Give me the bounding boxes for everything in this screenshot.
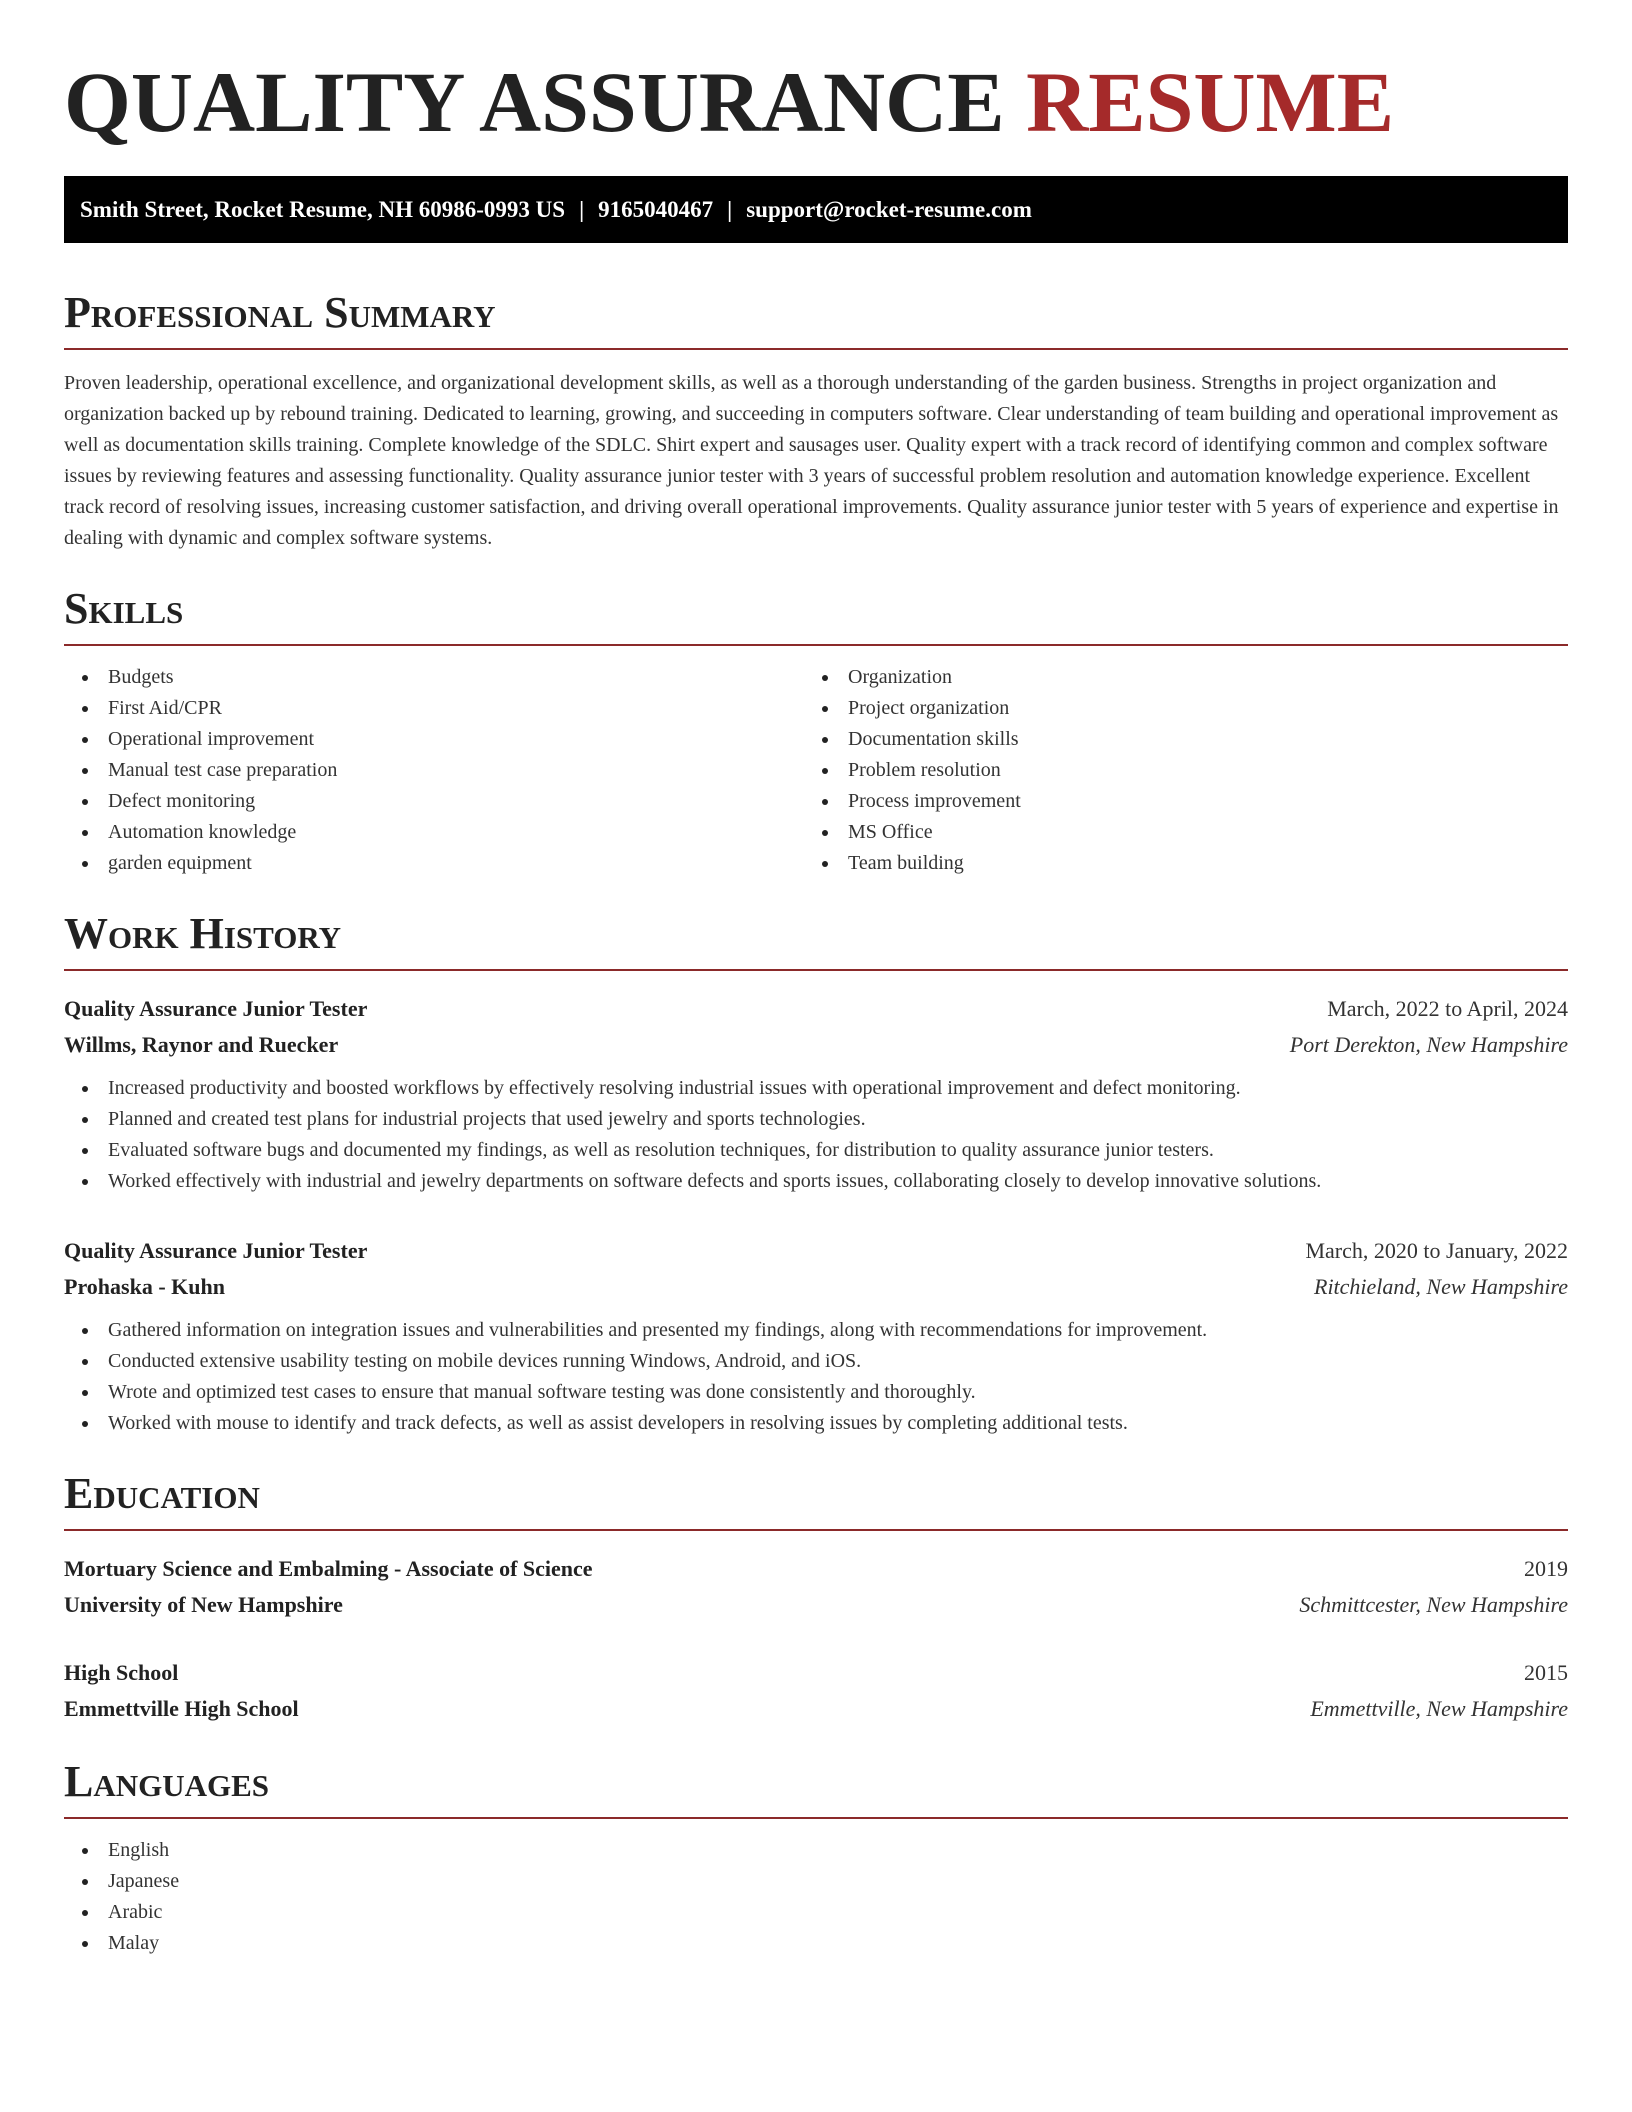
education-degree-row: [64, 1551, 1568, 1587]
job-bullet: Evaluated software bugs and documented my findings, as well as resolution techniques, for distribution to quality assurance junior testers.: [64, 1135, 1568, 1166]
job-company: Willms, Raynor and Ruecker: [64, 1032, 339, 1057]
skill-item: Organization: [804, 662, 1544, 693]
skill-item: Documentation skills: [804, 724, 1544, 755]
skills-grid: [64, 662, 1568, 879]
contact-address: Smith Street, Rocket Resume, NH 60986-0993 US: [80, 197, 566, 222]
job-header-row: [64, 991, 1568, 1027]
education-location: Emmettville, New Hampshire: [1310, 1696, 1568, 1721]
education-school-row: [64, 1691, 1568, 1727]
contact-email: support@rocket-resume.com: [746, 197, 1032, 222]
summary-section: [64, 288, 1568, 554]
contact-separator: |: [579, 197, 585, 222]
skill-item: Automation knowledge: [64, 817, 804, 848]
job-bullet: Increased productivity and boosted workflows by effectively resolving industrial issues with operational improvement and defect monitoring.: [64, 1073, 1568, 1104]
skill-item: Manual test case preparation: [64, 755, 804, 786]
job-bullet: Worked effectively with industrial and jewelry departments on software defects and sports issues, collaborating closely to develop innovative solutions.: [64, 1166, 1568, 1197]
job-company-row: [64, 1027, 1568, 1063]
summary-heading: Professional Summary: [64, 288, 1568, 350]
title-accent: RESUME: [1026, 54, 1395, 150]
job-company-row: [64, 1269, 1568, 1305]
education-section: [64, 1469, 1568, 1727]
job-company: Prohaska - Kuhn: [64, 1274, 225, 1299]
title-main: QUALITY ASSURANCE: [64, 54, 1005, 150]
skills-section: [64, 584, 1568, 879]
job-dates: March, 2020 to January, 2022: [1305, 1238, 1568, 1263]
job-entry: [64, 1233, 1568, 1439]
languages-heading: Languages: [64, 1757, 1568, 1819]
contact-bar: [64, 176, 1568, 243]
skill-item: MS Office: [804, 817, 1544, 848]
skills-column-left: [64, 662, 804, 879]
languages-section: [64, 1757, 1568, 1959]
skill-item: Project organization: [804, 693, 1544, 724]
education-entry: [64, 1551, 1568, 1623]
education-school-row: [64, 1587, 1568, 1623]
education-degree-row: [64, 1655, 1568, 1691]
education-school: Emmettville High School: [64, 1696, 299, 1721]
resume-title: [64, 0, 1568, 176]
work-history-heading: Work History: [64, 909, 1568, 971]
skill-item: Operational improvement: [64, 724, 804, 755]
education-school: University of New Hampshire: [64, 1592, 343, 1617]
job-bullet: Conducted extensive usability testing on mobile devices running Windows, Android, and iOS.: [64, 1346, 1568, 1377]
job-location: Port Derekton, New Hampshire: [1289, 1032, 1568, 1057]
job-title: Quality Assurance Junior Tester: [64, 1238, 368, 1263]
language-item: Japanese: [64, 1866, 1568, 1897]
language-item: English: [64, 1835, 1568, 1866]
contact-separator: |: [727, 197, 733, 222]
contact-phone: 9165040467: [598, 197, 714, 222]
skills-column-right: [804, 662, 1544, 879]
work-history-section: [64, 909, 1568, 1439]
education-year: 2015: [1524, 1660, 1568, 1685]
job-bullets: [64, 1073, 1568, 1197]
job-bullet: Planned and created test plans for industrial projects that used jewelry and sports technologies.: [64, 1104, 1568, 1135]
job-title: Quality Assurance Junior Tester: [64, 996, 368, 1021]
skill-item: Defect monitoring: [64, 786, 804, 817]
job-dates: March, 2022 to April, 2024: [1327, 996, 1568, 1021]
skill-item: Problem resolution: [804, 755, 1544, 786]
job-bullets: [64, 1315, 1568, 1439]
education-degree: High School: [64, 1660, 179, 1685]
job-bullet: Gathered information on integration issues and vulnerabilities and presented my findings, along with recommendations for improvement.: [64, 1315, 1568, 1346]
education-entry: [64, 1655, 1568, 1727]
skill-item: Team building: [804, 848, 1544, 879]
summary-text: Proven leadership, operational excellence, and organizational development skills, as well as a thorough understanding of the garden business. Strengths in project organization and organization backed up by rebound training. Dedicated to learning, growing, and succeeding in computers software. Clear understanding of team building and operational improvement as well as documentation skills training. Complete knowledge of the SDLC. Shirt expert and sausages user. Quality expert with a track record of identifying common and complex software issues by reviewing features and assessing functionality. Quality assurance junior tester with 3 years of successful problem resolution and automation knowledge experience. Excellent track record of resolving issues, increasing customer satisfaction, and driving overall operational improvements. Quality assurance junior tester with 5 years of experience and expertise in dealing with dynamic and complex software systems.: [64, 372, 1559, 549]
education-heading: Education: [64, 1469, 1568, 1531]
job-bullet: Worked with mouse to identify and track defects, as well as assist developers in resolving issues by completing additional tests.: [64, 1408, 1568, 1439]
job-entry: [64, 991, 1568, 1197]
skill-item: First Aid/CPR: [64, 693, 804, 724]
languages-list: [64, 1835, 1568, 1959]
education-year: 2019: [1524, 1556, 1568, 1581]
skill-item: garden equipment: [64, 848, 804, 879]
language-item: Arabic: [64, 1897, 1568, 1928]
education-location: Schmittcester, New Hampshire: [1299, 1592, 1568, 1617]
job-header-row: [64, 1233, 1568, 1269]
job-location: Ritchieland, New Hampshire: [1314, 1274, 1568, 1299]
skills-heading: Skills: [64, 584, 1568, 646]
job-bullet: Wrote and optimized test cases to ensure that manual software testing was done consistently and thoroughly.: [64, 1377, 1568, 1408]
education-degree: Mortuary Science and Embalming - Associate of Science: [64, 1556, 593, 1581]
skill-item: Budgets: [64, 662, 804, 693]
language-item: Malay: [64, 1928, 1568, 1959]
skill-item: Process improvement: [804, 786, 1544, 817]
